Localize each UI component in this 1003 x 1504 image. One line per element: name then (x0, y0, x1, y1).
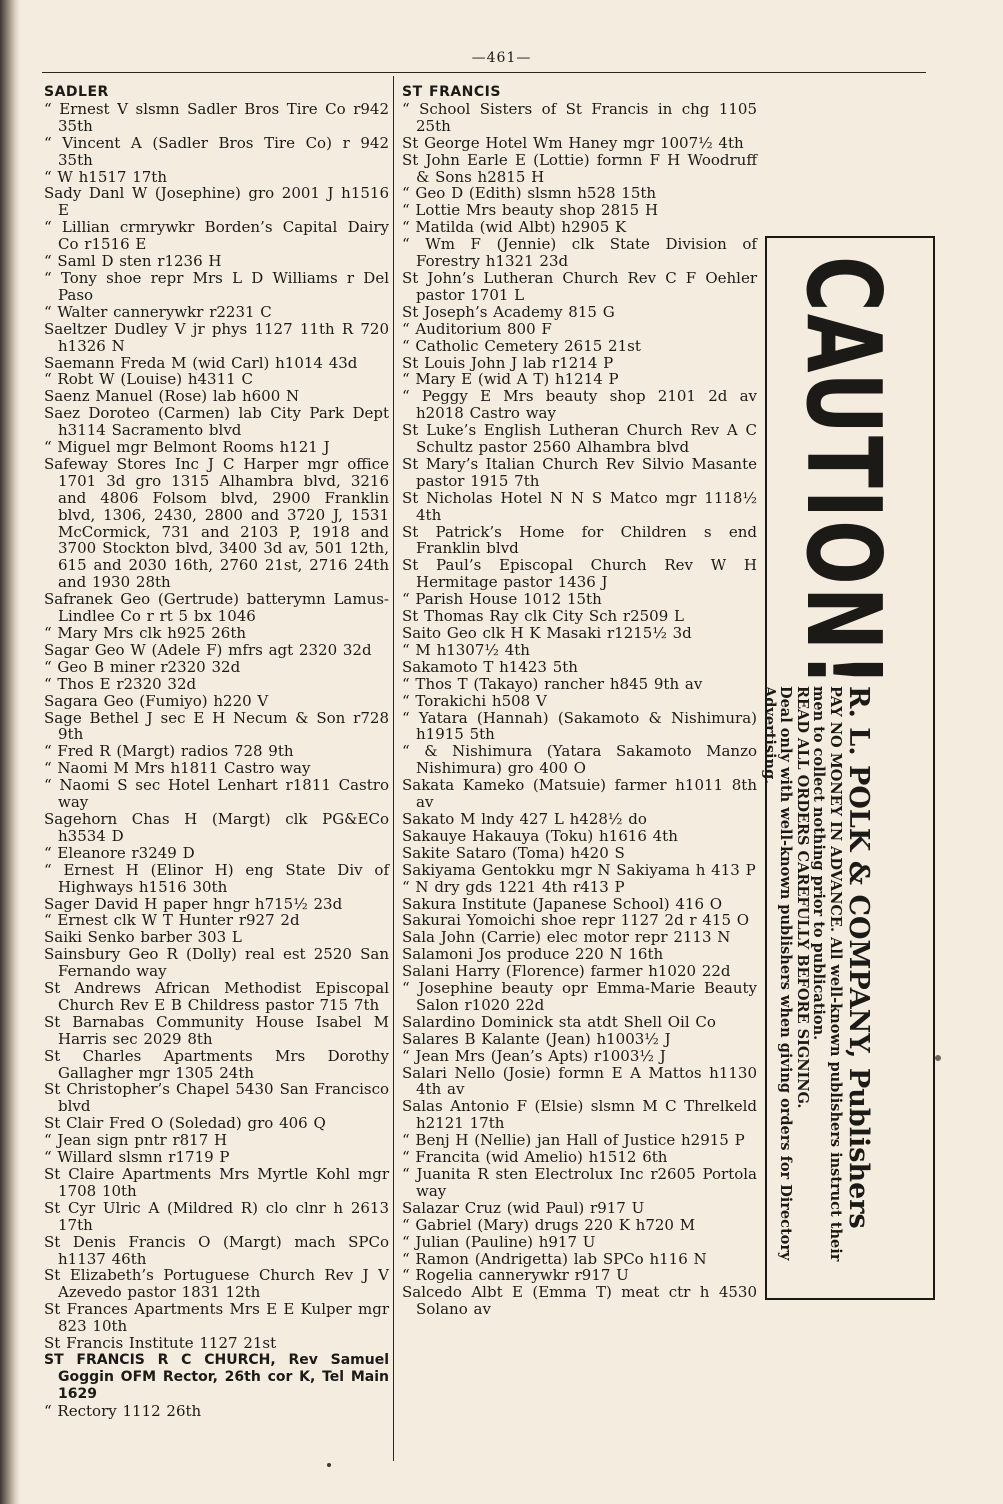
advertisement-headline: CAUTION! (783, 256, 904, 689)
directory-entry: “ Geo B miner r2320 32d (44, 657, 241, 676)
directory-entry: St George Hotel Wm Haney mgr 1007½ 4th (402, 133, 744, 152)
directory-entry: Sakura Institute (Japanese School) 416 O (402, 894, 723, 913)
page-number: —461— (471, 50, 532, 66)
directory-entry: “ N dry gds 1221 4th r413 P (402, 877, 625, 896)
directory-entry: “ Mary Mrs clk h925 26th (44, 624, 247, 642)
directory-entry: “ Catholic Cemetery 2615 21st (402, 336, 641, 355)
directory-entry: Salani Harry (Florence) farmer h1020 22d (402, 962, 731, 981)
directory-entry: Sady Danl W (Josephine) gro 2001 J h1516 E (44, 184, 389, 220)
directory-entry: St Charles Apartments Mrs Dorothy Gallagher mgr 1305 24th (44, 1046, 389, 1082)
directory-entry: “ Ernest clk W T Hunter r927 2d (44, 911, 300, 930)
directory-entry: St Elizabeth’s Portuguese Church Rev J V Azevedo pastor 1831 12th (44, 1266, 389, 1302)
directory-entry: Sagar Geo W (Adele F) mfrs agt 2320 32d (44, 640, 372, 659)
directory-entry: St John Earle E (Lottie) formn F H Woodruff & Sons h2815 H (402, 150, 757, 186)
directory-entry: Saemann Freda M (wid Carl) h1014 43d (44, 353, 358, 372)
directory-entry: St Mary’s Italian Church Rev Silvio Masante pastor 1915 7th (402, 454, 757, 490)
directory-entry: St Joseph’s Academy 815 G (402, 302, 615, 321)
directory-entry: St Claire Apartments Mrs Myrtle Kohl mgr 1708 10th (44, 1165, 389, 1200)
directory-entry: “ Tony shoe repr Mrs L D Williams r Del Paso (44, 268, 389, 304)
directory-entry: Saito Geo clk H K Masaki r1215½ 3d (402, 624, 692, 642)
directory-entry: St Clair Fred O (Soledad) gro 406 Q (44, 1114, 326, 1133)
directory-entry: Sagehorn Chas H (Margt) clk PG&ECo h3534 D (44, 809, 389, 845)
directory-entry: “ & Nishimura (Yatara Sakamoto Manzo Nishimura) gro 400 O (402, 742, 757, 778)
running-head-left: SADLER (44, 84, 109, 100)
directory-entry: “ Miguel mgr Belmont Rooms h121 J (44, 438, 330, 457)
directory-entry-bold: ST FRANCIS R C CHURCH, Rev Samuel Goggin OFM Rector, 26th cor K, Tel Main 1629 (44, 1351, 389, 1402)
directory-entry: “ Francita (wid Amelio) h1512 6th (402, 1148, 668, 1167)
directory-entry: “ Peggy E Mrs beauty shop 2101 2d av h2018 Castro way (402, 387, 757, 423)
directory-entry: St Patrick’s Home for Children s end Franklin blvd (402, 522, 757, 558)
directory-entry: St Cyr Ulric A (Mildred R) clo clnr h 2613 17th (44, 1198, 389, 1234)
directory-entry: Sakato M lndy 427 L h428½ do (402, 809, 647, 828)
directory-entry: Saeltzer Dudley V jr phys 1127 11th R 720 h1326 N (44, 319, 389, 355)
directory-entry: Salcedo Albt E (Emma T) meat ctr h 4530 Solano av (402, 1283, 757, 1319)
directory-entry: “ Eleanore r3249 D (44, 843, 195, 862)
right-column (402, 84, 757, 1318)
advertisement-line: PAY NO MONEY IN ADVANCE. All well-known publishers instruct their men to collect nothing prior to publication. (810, 686, 844, 1262)
directory-entry: “ Lottie Mrs beauty shop 2815 H (402, 201, 659, 220)
directory-entry: St Luke’s English Lutheran Church Rev A C Schultz pastor 2560 Alhambra blvd (402, 421, 757, 457)
advertisement-notice (761, 686, 844, 1278)
directory-entry: St Nicholas Hotel N N S Matco mgr 1118½ 4th (402, 488, 757, 524)
directory-entry: “ Jean sign pntr r817 H (44, 1131, 228, 1150)
directory-entry: Salardino Dominick sta atdt Shell Oil Co (402, 1012, 716, 1031)
directory-entry: St Thomas Ray clk City Sch r2509 L (402, 607, 685, 626)
directory-entry: “ Wm F (Jennie) clk State Division of Forestry h1321 23d (402, 235, 757, 271)
column-divider (393, 76, 394, 1461)
right-entries-list (402, 101, 757, 1318)
directory-entry: Safranek Geo (Gertrude) batterymn Lamus-Lindlee Co r rt 5 bx 1046 (44, 590, 389, 626)
advertisement-rotated-content (761, 248, 925, 1288)
directory-entry: “ Lillian crmrywkr Borden’s Capital Dairy Co r1516 E (44, 218, 389, 254)
directory-entry: Sakiyama Gentokku mgr N Sakiyama h 413 P (402, 860, 756, 879)
left-entries-list (44, 101, 389, 1352)
directory-entry: “ M h1307½ 4th (402, 640, 530, 659)
directory-entry: Sager David H paper hngr h715½ 23d (44, 894, 343, 913)
running-head-right: ST FRANCIS (402, 84, 501, 100)
directory-entry: Sakauye Hakauya (Toku) h1616 4th (402, 826, 678, 845)
directory-entry: St Christopher’s Chapel 5430 San Francisco blvd (44, 1080, 389, 1116)
directory-entry: “ Thos T (Takayo) rancher h845 9th av (402, 674, 703, 693)
advertisement-line: Deal only with well-known publishers when giving orders for Directory Advertising. (761, 686, 795, 1261)
directory-entry: “ Mary E (wid A T) h1214 P (402, 370, 619, 389)
directory-entry: “ Robt W (Louise) h4311 C (44, 370, 253, 389)
directory-entry: “ Benj H (Nellie) jan Hall of Justice h2915 P (402, 1131, 745, 1150)
page-binding-shadow (0, 0, 20, 1504)
directory-entry: Sala John (Carrie) elec motor repr 2113 N (402, 928, 731, 947)
directory-entry: “ Willard slsmn r1719 P (44, 1148, 230, 1167)
directory-entry: “ School Sisters of St Francis in chg 1105 25th (402, 99, 757, 135)
directory-entry: “ Thos E r2320 32d (44, 674, 197, 693)
page-blemish (327, 1463, 331, 1467)
directory-entry: “ Auditorium 800 F (402, 319, 552, 338)
directory-entry: Salari Nello (Josie) formn E A Mattos h1130 4th av (402, 1063, 757, 1099)
directory-entry: “ Rectory 1112 26th (44, 1401, 202, 1420)
directory-entry: St Paul’s Episcopal Church Rev W H Hermitage pastor 1436 J (402, 556, 757, 592)
directory-entry: “ Walter cannerywkr r2231 C (44, 302, 272, 321)
directory-entry: “ Ernest V slsmn Sadler Bros Tire Co r942 35th (44, 99, 389, 135)
page-blemish (935, 1055, 941, 1061)
directory-entry: Salamoni Jos produce 220 N 16th (402, 945, 664, 964)
directory-entry: Sagara Geo (Fumiyo) h220 V (44, 691, 269, 710)
header-rule (42, 72, 926, 73)
directory-entry: “ Fred R (Margt) radios 728 9th (44, 742, 294, 761)
directory-entry: “ Julian (Pauline) h917 U (402, 1232, 596, 1251)
directory-entry: Safeway Stores Inc J C Harper mgr office 1701 3d gro 1315 Alhambra blvd, 3216 and 4806 Folsom blvd, 2900 Franklin blvd, 1306, 2430, 2800 and 3720 J, 1531 McCormick, 731 and 2103 P, 1918 and 3700 Stockton blvd, 3400 3d av, 501 12th, 615 and 2030 16th, 2760 21st, 2716 24th and 1930 28th (44, 454, 389, 592)
directory-entry: Sakurai Yomoichi shoe repr 1127 2d r 415 O (402, 911, 750, 930)
directory-entry: “ Jean Mrs (Jean’s Apts) r1003½ J (402, 1046, 666, 1065)
directory-entry: “ Gabriel (Mary) drugs 220 K h720 M (402, 1215, 696, 1234)
directory-entry: St Frances Apartments Mrs E E Kulper mgr 823 10th (44, 1300, 389, 1336)
directory-entry: Salazar Cruz (wid Paul) r917 U (402, 1198, 645, 1217)
directory-entry: St Louis John J lab r1214 P (402, 353, 614, 372)
directory-entry: “ Torakichi h508 V (402, 691, 547, 710)
directory-entry: St Francis Institute 1127 21st (44, 1334, 277, 1353)
directory-entry: Saenz Manuel (Rose) lab h600 N (44, 387, 300, 406)
directory-entry: Salares B Kalante (Jean) h1003½ J (402, 1029, 671, 1048)
directory-entry: “ Ramon (Andrigetta) lab SPCo h116 N (402, 1249, 707, 1268)
directory-entry: “ Geo D (Edith) slsmn h528 15th (402, 184, 657, 203)
directory-entry: “ Josephine beauty opr Emma-Marie Beauty Salon r1020 22d (402, 979, 757, 1014)
directory-entry: St Barnabas Community House Isabel M Harris sec 2029 8th (44, 1012, 389, 1048)
directory-entry: “ Juanita R sten Electrolux Inc r2605 Portola way (402, 1165, 757, 1200)
left-column (44, 84, 389, 1420)
directory-entry: Saez Doroteo (Carmen) lab City Park Dept h3114 Sacramento blvd (44, 404, 389, 440)
directory-entry: “ W h1517 17th (44, 167, 167, 186)
directory-entry: Saiki Senko barber 303 L (44, 928, 242, 947)
directory-entry: St John’s Lutheran Church Rev C F Oehler pastor 1701 L (402, 268, 757, 304)
advertisement-line: READ ALL ORDERS CAREFULLY BEFORE SIGNING. (794, 686, 811, 1109)
directory-entry: “ Rogelia cannerywkr r917 U (402, 1266, 629, 1285)
advertisement-publisher: R. L. POLK & COMPANY, Publishers (843, 686, 874, 1229)
directory-entry: Sakamoto T h1423 5th (402, 657, 578, 676)
directory-entry: “ Naomi S sec Hotel Lenhart r1811 Castro way (44, 776, 389, 812)
directory-entry: “ Saml D sten r1236 H (44, 252, 222, 271)
directory-entry: St Andrews African Methodist Episcopal Church Rev E B Childress pastor 715 7th (44, 979, 389, 1014)
directory-entry: Sage Bethel J sec E H Necum & Son r728 9th (44, 708, 389, 744)
directory-entry: “ Ernest H (Elinor H) eng State Div of Highways h1516 30th (44, 860, 389, 896)
caution-advertisement (761, 236, 935, 1300)
directory-entry: “ Naomi M Mrs h1811 Castro way (44, 759, 311, 778)
directory-entry: Sakite Sataro (Toma) h420 S (402, 843, 625, 862)
directory-entry: “ Yatara (Hannah) (Sakamoto & Nishimura) h1915 5th (402, 708, 757, 744)
directory-entry: “ Matilda (wid Albt) h2905 K (402, 218, 627, 237)
directory-entry: “ Parish House 1012 15th (402, 590, 602, 609)
directory-entry: Salas Antonio F (Elsie) slsmn M C Threlkeld h2121 17th (402, 1097, 757, 1133)
directory-entry: Sainsbury Geo R (Dolly) real est 2520 San Fernando way (44, 945, 389, 981)
directory-entry: St Denis Francis O (Margt) mach SPCo h1137 46th (44, 1232, 389, 1268)
directory-entry: Sakata Kameko (Matsuie) farmer h1011 8th av (402, 776, 757, 812)
directory-entry: “ Vincent A (Sadler Bros Tire Co) r 942 35th (44, 133, 389, 169)
